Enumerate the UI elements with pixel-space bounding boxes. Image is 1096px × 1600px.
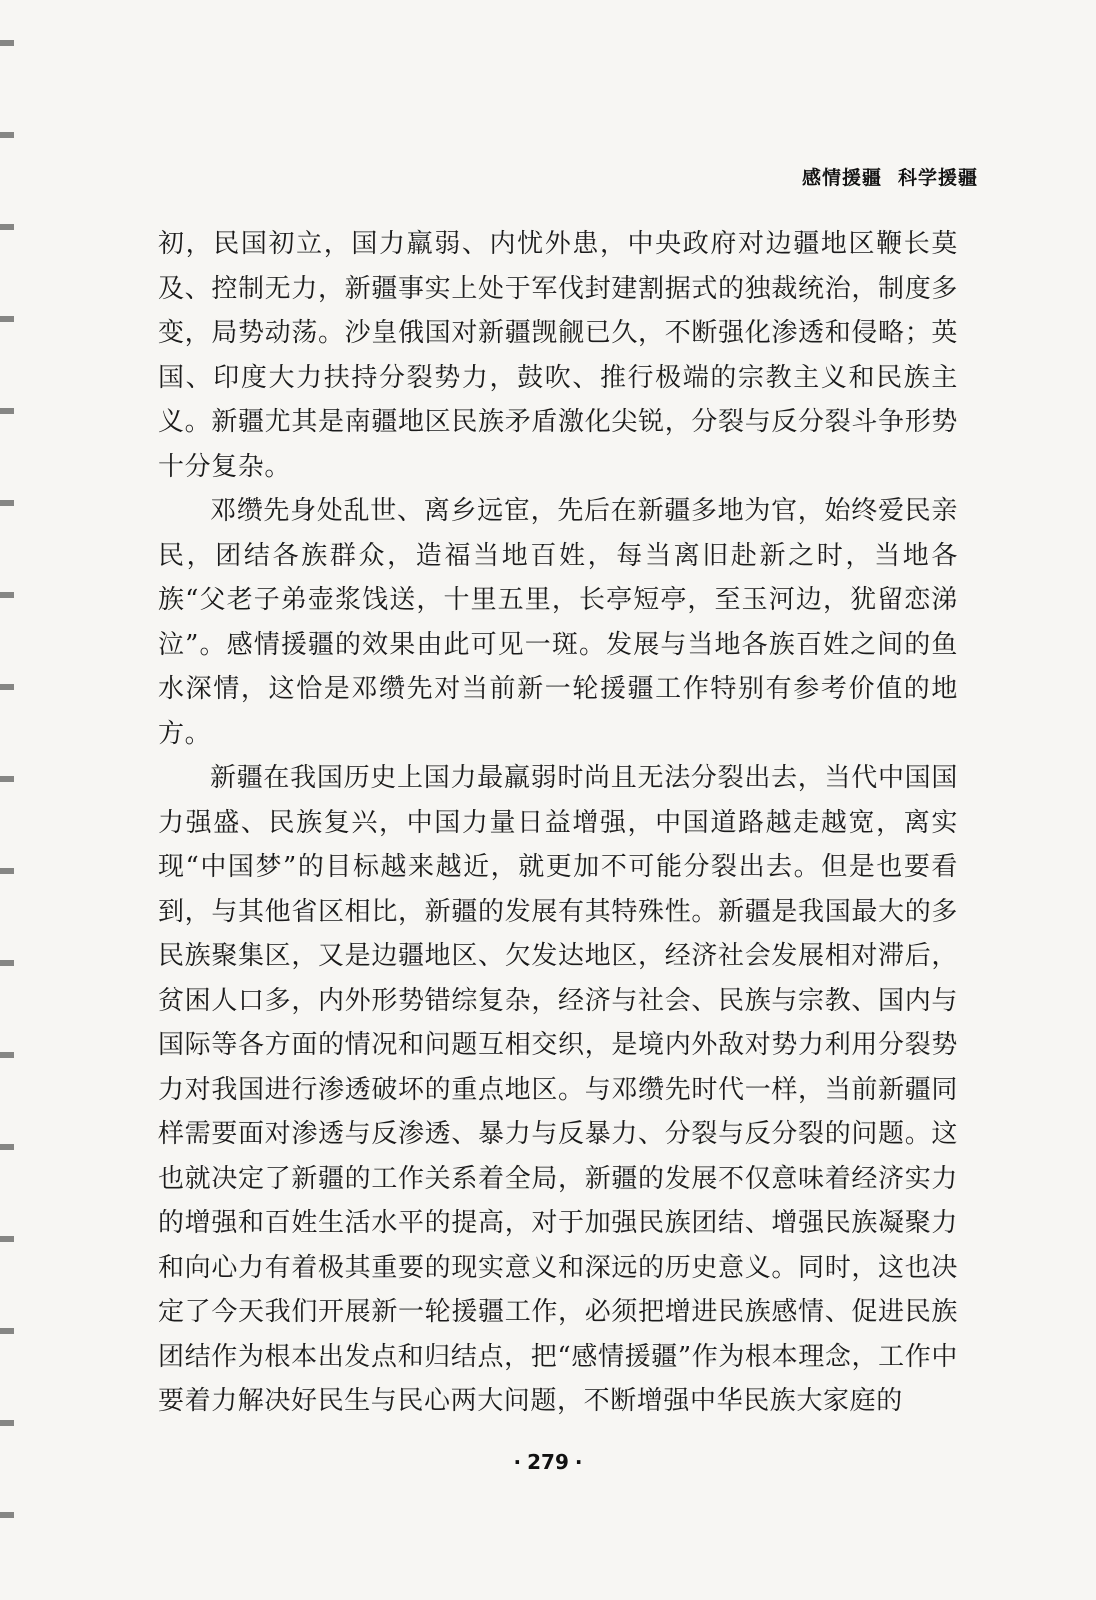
- paragraph: 新疆在我国历史上国力最羸弱时尚且无法分裂出去，当代中国国力强盛、民族复兴，中国力量日益增强，中国道路越走越宽，离实现“中国梦”的目标越来越近，就更加不可能分裂出去。但是也要看到，与其他省区相比，新疆的发展有其特殊性。新疆是我国最大的多民族聚集区，又是边疆地区、欠发达地区，经济社会发展相对滞后，贫困人口多，内外形势错综复杂，经济与社会、民族与宗教、国内与国际等各方面的情况和问题互相交织，是境内外敌对势力利用分裂势力对我国进行渗透破坏的重点地区。与邓缵先时代一样，当前新疆同样需要面对渗透与反渗透、暴力与反暴力、分裂与反分裂的问题。这也就决定了新疆的工作关系着全局，新疆的发展不仅意味着经济实力的增强和百姓生活水平的提高，对于加强民族团结、增强民族凝聚力和向心力有着极其重要的现实意义和深远的历史意义。同时，这也决定了今天我们开展新一轮援疆工作，必须把增进民族感情、促进民族团结作为根本出发点和归结点，把“感情援疆”作为根本理念，工作中要着力解决好民生与民心两大问题，不断增强中华民族大家庭的: [158, 763, 958, 1416]
- body-text: [158, 222, 958, 1424]
- running-header-title-part2: 科学援疆: [897, 167, 978, 189]
- running-header-title-part1: 感情援疆: [801, 167, 882, 189]
- page-number-dot-right: ·: [574, 1450, 583, 1474]
- scan-binding-edge: [0, 0, 14, 1600]
- page-number-dot-left: ·: [513, 1450, 522, 1474]
- page-number-value: 279: [527, 1450, 569, 1474]
- running-header: [802, 163, 978, 190]
- page-number: [0, 1450, 1096, 1474]
- paragraph: 邓缵先身处乱世、离乡远宦，先后在新疆多地为官，始终爱民亲民，团结各族群众，造福当地百姓，每当离旧赴新之时，当地各族“父老子弟壶浆饯送，十里五里，长亭短亭，至玉河边，犹留恋涕泣”。感情援疆的效果由此可见一斑。发展与当地各族百姓之间的鱼水深情，这恰是邓缵先对当前新一轮援疆工作特别有参考价值的地方。: [158, 496, 958, 749]
- paragraph-continued: 初，民国初立，国力羸弱、内忧外患，中央政府对边疆地区鞭长莫及、控制无力，新疆事实上处于军伐封建割据式的独裁统治，制度多变，局势动荡。沙皇俄国对新疆觊觎已久，不断强化渗透和侵略；英国、印度大力扶持分裂势力，鼓吹、推行极端的宗教主义和民族主义。新疆尤其是南疆地区民族矛盾激化尖锐，分裂与反分裂斗争形势十分复杂。: [158, 229, 958, 482]
